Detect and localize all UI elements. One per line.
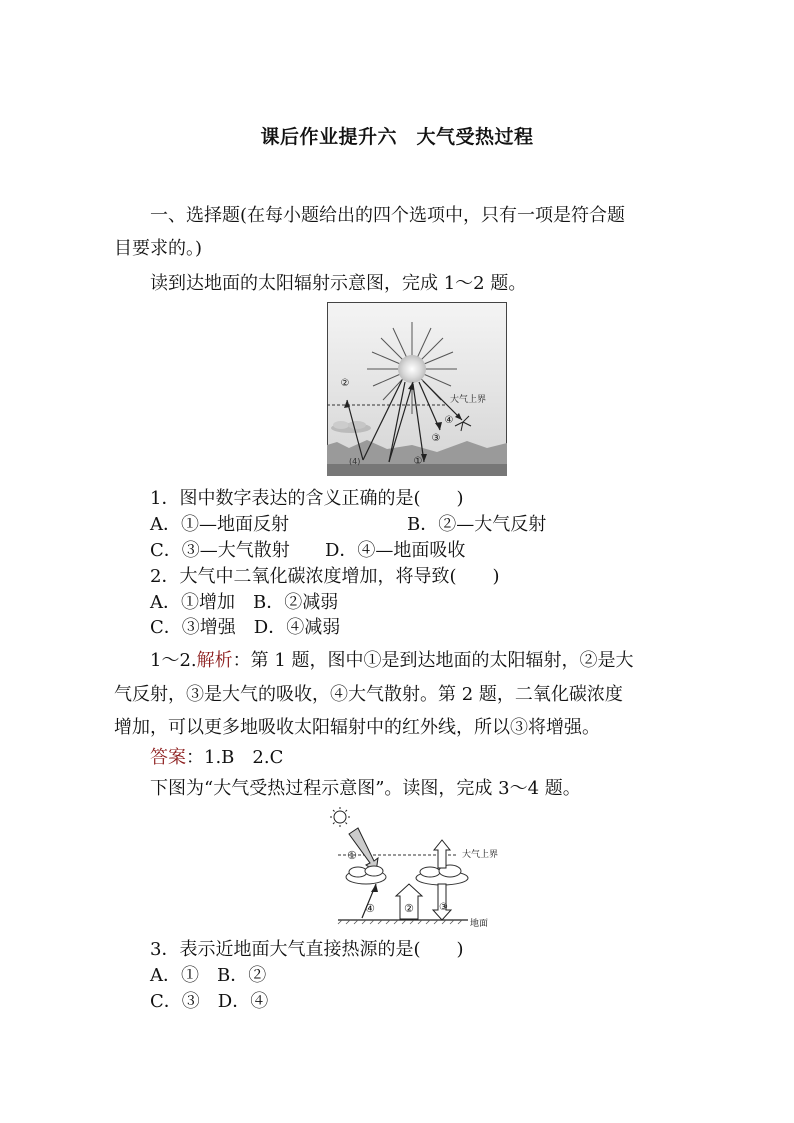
q1-option-d: D．④—地面吸收 xyxy=(325,540,466,561)
q1-option-a: A．①—地面反射 xyxy=(150,514,289,535)
q2-options-cd: C．③增强 D．④减弱 xyxy=(150,617,341,638)
figure-heating-process xyxy=(318,806,518,930)
q1-stem: 1．图中数字表达的含义正确的是( ) xyxy=(150,488,464,509)
intro-text-1: 读到达地面的太阳辐射示意图，完成 1～2 题。 xyxy=(150,273,527,294)
sun-disc xyxy=(398,355,426,383)
analysis-line3: 增加，可以更多地吸收太阳辐射中的红外线，所以③将增强。 xyxy=(114,717,600,738)
q1-option-c: C．③—大气散射 xyxy=(150,540,290,561)
marker-2: ② xyxy=(340,378,350,389)
q3-stem: 3．表示近地面大气直接热源的是( ) xyxy=(150,939,464,960)
q3-options-ab: A．① B．② xyxy=(150,965,267,986)
marker-3: ③ xyxy=(431,433,441,444)
page-title: 课后作业提升六 大气受热过程 xyxy=(260,126,534,148)
figure2-ground-label: 地面 xyxy=(470,919,489,929)
marker-4: ④ xyxy=(444,415,454,426)
section-heading-line1: 一、选择题(在每小题给出的四个选项中，只有一项是符合题 xyxy=(150,205,626,226)
q3-options-cd: C．③ D．④ xyxy=(150,991,269,1012)
analysis-prefix: 1～2. xyxy=(150,650,197,671)
figure2-boundary-label: 大气上界 xyxy=(462,850,499,860)
marker-1: ① xyxy=(413,456,423,467)
analysis-text1: ：第 1 题，图中①是到达地面的太阳辐射，②是大 xyxy=(232,650,634,671)
answer-line xyxy=(150,745,283,771)
intro-text-2: 下图为“大气受热过程示意图”。读图，完成 3～4 题。 xyxy=(150,778,581,799)
fig2-marker-3: ③ xyxy=(439,902,448,913)
analysis-label: 解析 xyxy=(196,650,233,671)
marker-4-lower: (4) xyxy=(349,457,361,466)
section-heading-line2: 目要求的。) xyxy=(114,238,203,259)
cloud-icon-left xyxy=(346,866,386,884)
analysis-line2: 气反射，③是大气的吸收，④大气散射。第 2 题，二氧化碳浓度 xyxy=(114,684,623,705)
fig2-marker-1: ① xyxy=(347,849,357,862)
q1-option-b: B．②—大气反射 xyxy=(407,514,547,535)
fig2-marker-4: ④ xyxy=(365,902,375,915)
answer-label: 答案 xyxy=(150,747,186,768)
analysis-line1 xyxy=(150,648,634,674)
fig2-marker-2: ② xyxy=(404,902,414,915)
q2-stem: 2．大气中二氧化碳浓度增加，将导致( ) xyxy=(150,566,500,587)
figure-solar-radiation xyxy=(327,302,507,476)
q2-options-ab: A．①增加 B．②减弱 xyxy=(150,592,339,613)
upward-radiation-arrow xyxy=(434,840,450,868)
sun-icon xyxy=(330,807,350,827)
figure1-boundary-label: 大气上界 xyxy=(450,395,487,405)
answer-text: ：1.B 2.C xyxy=(186,747,284,768)
